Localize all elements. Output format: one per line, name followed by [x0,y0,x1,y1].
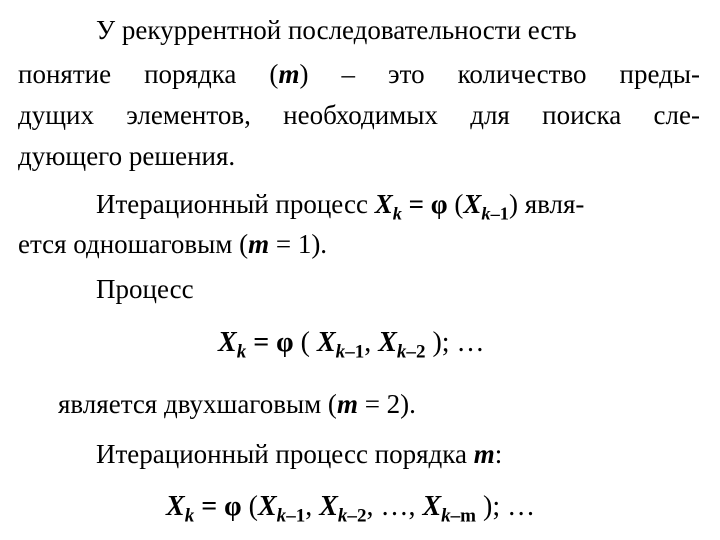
subscript-k: k [276,505,287,527]
phi-symbol: φ [430,189,448,219]
comma: , [364,327,379,358]
text-line [18,140,235,172]
text: = 2). [357,389,416,419]
text-line [96,188,585,224]
text: : [494,439,503,469]
var-X: X [166,491,185,522]
text-line [96,14,577,46]
subscript [277,506,306,527]
subscript [397,342,426,363]
paren: ); … [476,491,536,522]
equals: = [194,491,225,522]
subscript-k: k [481,203,491,224]
subscript-minus-m: –m [450,505,477,527]
paren: ( [241,491,258,522]
text-line [18,58,700,90]
text: Итерационный процесс [96,189,375,219]
var-X: X [422,491,442,522]
equals: = [246,327,277,358]
subscript [338,506,367,527]
text: ется одношаговым ( [18,229,249,259]
process-label [96,273,194,305]
text: У рекуррентной последовательности есть [96,15,577,45]
var-X: X [374,189,393,219]
text: дующего решения. [18,141,236,171]
text: Процесс [96,274,194,304]
subscript-k: k [396,341,407,363]
phi-symbol: φ [224,491,242,522]
subscript-k: k [441,505,451,527]
order-m-text [96,438,502,470]
text: дущих элементов, необходимых для поиска сле- [18,100,700,130]
text: понятие порядка ( [18,59,279,89]
var-m: m [248,229,270,259]
formula-two-step [218,327,485,363]
subscript-k: k [335,341,346,363]
var-X: X [218,327,237,358]
ellipsis: , …, [366,491,423,522]
text: = 1). [269,229,328,259]
paren: ( [293,327,317,358]
paren: ( [447,189,464,219]
text: является двухшаговым ( [58,389,337,419]
subscript-k: k [392,203,402,224]
subscript [336,342,365,363]
text: Итерационный процесс порядка [96,439,474,469]
var-X: X [378,327,397,358]
phi-symbol: φ [276,327,294,358]
subscript-minus-1: –1 [345,341,365,363]
subscript-k: k [337,505,348,527]
two-step-text [58,388,416,420]
equals: = [401,189,431,219]
text: ) явля- [508,189,585,219]
paren: ); … [425,327,485,358]
subscript-k: k [236,341,247,363]
var-X: X [257,491,277,522]
var-X: X [463,189,482,219]
text-line [18,99,700,131]
subscript [481,203,509,223]
subscript-minus-1: –1 [286,505,306,527]
subscript-minus-1: –1 [490,203,509,224]
subscript-k: k [184,505,195,527]
var-m: m [278,59,300,89]
comma: , [305,491,320,522]
subscript-minus-2: –2 [347,505,367,527]
var-X: X [316,327,336,358]
var-X: X [319,491,338,522]
text: ) – это количество преды- [299,59,700,89]
formula-m-step [166,491,536,527]
text-line [18,228,327,260]
var-m: m [473,439,495,469]
subscript [441,506,476,527]
var-m: m [336,389,358,419]
subscript-minus-2: –2 [406,341,426,363]
